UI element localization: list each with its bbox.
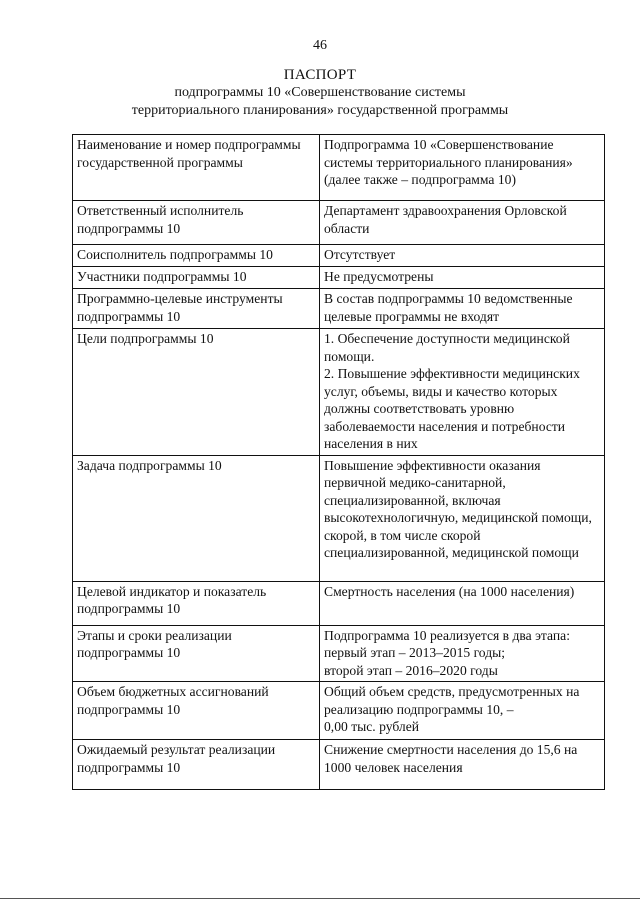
passport-row [73, 267, 605, 289]
row-value-line: Подпрограмма 10 «Совершенствование системы территориального планирования» (далее также – подпрограмма 10) [324, 137, 573, 187]
row-label: Целевой индикатор и показатель подпрограммы 10 [73, 581, 320, 625]
row-value-line: Подпрограмма 10 реализуется в два этапа: [324, 627, 570, 643]
row-value-line: В состав подпрограммы 10 ведомственные целевые программы не входят [324, 291, 573, 324]
row-value-line: Не предусмотрены [324, 269, 434, 284]
row-value-line: 1. Обеспечение доступности медицинской помощи. [324, 331, 570, 364]
document-title: ПАСПОРТ [283, 67, 357, 83]
row-label: Ответственный исполнитель подпрограммы 10 [73, 201, 320, 245]
row-value [320, 289, 605, 329]
passport-row [73, 245, 605, 267]
row-value [320, 625, 605, 682]
row-label: Объем бюджетных ассигнований подпрограммы 10 [73, 682, 320, 740]
row-value-line: Отсутствует [324, 247, 396, 262]
passport-table [72, 134, 605, 790]
passport-row [73, 201, 605, 245]
row-value [320, 245, 605, 267]
row-label: Соисполнитель подпрограммы 10 [73, 245, 320, 267]
row-value [320, 135, 605, 201]
document-subtitle [0, 84, 640, 120]
passport-row [73, 682, 605, 740]
row-value [320, 267, 605, 289]
row-value-line: Общий объем средств, предусмотренных на реализацию подпрограммы 10, – [324, 684, 580, 717]
row-label: Участники подпрограммы 10 [73, 267, 320, 289]
row-value-line: 2. Повышение эффективности медицинских услуг, объемы, виды и качество которых должны соответствовать уровню заболеваемости населения и потребности населения в них [324, 366, 580, 451]
row-value [320, 682, 605, 740]
passport-row [73, 625, 605, 682]
row-label: Программно-целевые инструменты подпрограммы 10 [73, 289, 320, 329]
row-value [320, 740, 605, 790]
row-value-line: Смертность населения (на 1000 населения) [324, 583, 575, 599]
row-value [320, 455, 605, 581]
row-label: Ожидаемый результат реализации подпрограммы 10 [73, 740, 320, 790]
page-number: 46 [313, 38, 327, 53]
row-label: Задача подпрограммы 10 [73, 455, 320, 581]
passport-row [73, 740, 605, 790]
row-value [320, 581, 605, 625]
subtitle-line: подпрограммы 10 «Совершенствование системы [174, 85, 466, 100]
passport-row [73, 581, 605, 625]
page-bottom-rule [0, 898, 640, 899]
passport-row [73, 289, 605, 329]
row-value-line: Повышение эффективности оказания первичной медико-санитарной, специализированной, включая высокотехнологичную, медицинской помощи, скорой, в том числе скорой специализированной, медицинской помощи [324, 457, 592, 560]
row-value [320, 201, 605, 245]
passport-row [73, 135, 605, 201]
row-value-line: второй этап – 2016–2020 годы [324, 662, 498, 678]
row-value-line: Департамент здравоохранения Орловской области [324, 203, 567, 236]
passport-row [73, 329, 605, 456]
passport-row [73, 455, 605, 581]
row-value [320, 329, 605, 456]
row-label: Этапы и сроки реализации подпрограммы 10 [73, 625, 320, 682]
row-value-line: Снижение смертности населения до 15,6 на 1000 человек населения [324, 742, 578, 775]
row-value-line: 0,00 тыс. рублей [324, 719, 419, 734]
row-label: Наименование и номер подпрограммы государственной программы [73, 135, 320, 201]
subtitle-line: территориального планирования» государственной программы [131, 103, 509, 118]
row-label: Цели подпрограммы 10 [73, 329, 320, 456]
row-value-line: первый этап – 2013–2015 годы; [324, 645, 506, 660]
